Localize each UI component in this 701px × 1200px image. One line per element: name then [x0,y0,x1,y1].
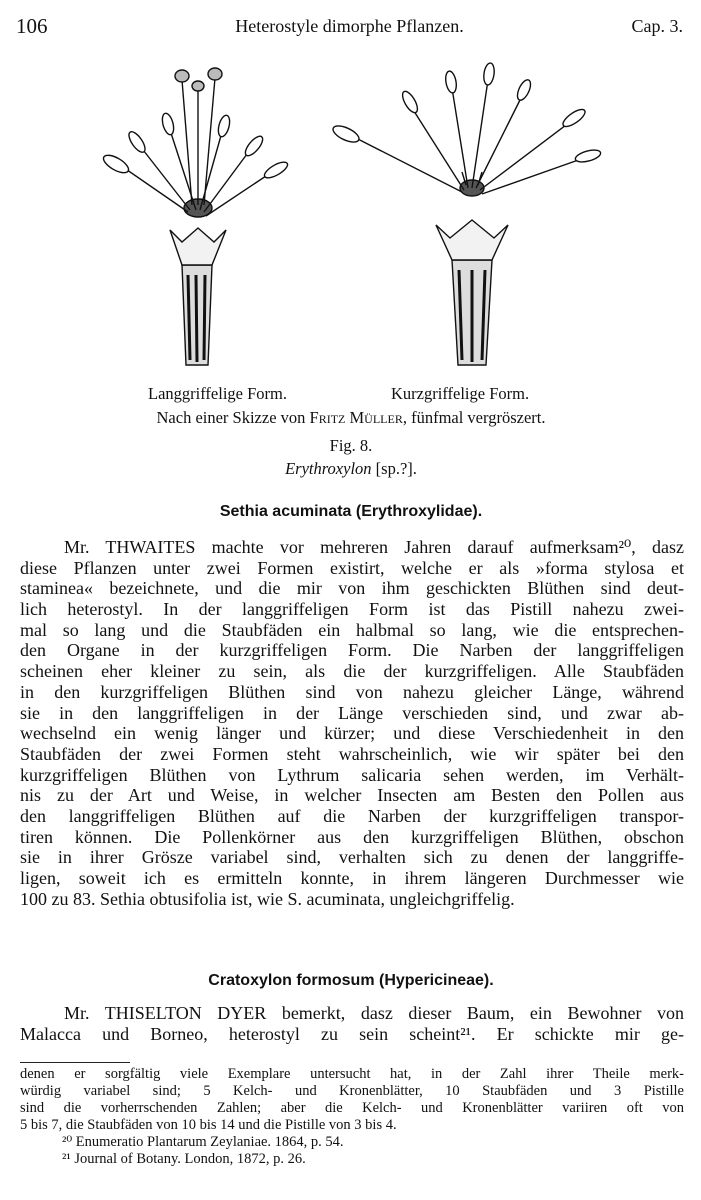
text-line: nis zu der Art und Weise, in welcher Insecten am Besten den Pollen aus [20,785,684,806]
text-line: 100 zu 83. Sethia obtusifolia ist, wie S. acuminata, ungleichgriffelig. [20,888,515,909]
footnote-20: ²⁰ Enumeratio Plantarum Zeylaniae. 1864, p. 54. [62,1134,344,1150]
text-line: kurzgriffeligen Blüthen von Lythrum salicaria sehen werden, im Verhält- [20,764,684,785]
label-short-styled: Kurzgriffelige Form. [391,384,530,403]
section-title-sethia: Sethia acuminata (Erythroxylidae). [219,503,483,520]
running-header [16,14,683,40]
footnote-21: ²¹ Journal of Botany. London, 1872, p. 26. [62,1151,306,1167]
section-title-cratoxylon: Cratoxylon formosum (Hypericineae). [208,972,494,989]
text-line: Mr. THWAITES machte vor mehreren Jahren darauf aufmerksam²⁰, dasz [64,537,684,557]
text-line: scheinen eher kleiner zu sein, als die der kurzgriffeligen. Alle Staubfäden [20,661,684,682]
footnote-line: sind die vorherrschenden Zahlen; aber die Kelch- und Kronenblätter variiren oft von [20,1100,684,1116]
source-author: Fritz Müller [309,408,403,427]
text-line: ligen, soweit ich es ermitteln konnte, in ihrem längeren Durchmesser wie [20,868,684,888]
text-line: staminea« bezeichnete, und die mir von ihm geschickten Blüthen sind deut- [20,578,684,599]
page-number: 106 [16,14,48,38]
text-line: sie in ihrer Grösze variabel sind, verhalten sich zu denen der langgriffe- [20,847,684,868]
text-line: lich heterostyl. In der langgriffeligen Form ist das Pistill nahezu zwei- [20,599,684,620]
text-line: sie in den langgriffeligen in der Länge verschieden sind, und zwar ab- [20,702,684,723]
short-styled-flower [331,62,602,365]
figure-source: Nach einer Skizze von Fritz Müller, fünfmal vergröszert. [156,408,546,427]
chapter-label: Cap. 3. [631,16,683,36]
label-long-styled: Langgriffelige Form. [148,384,287,403]
paragraph-cratoxylon [20,1003,684,1044]
text-line: mal so lang und die Staubfäden ein halbmal so lang, wie die entsprechen- [20,619,684,640]
text-line: Staubfäden der zwei Formen steht wahrscheinlich, wie wir später bei den [20,743,684,764]
text-line: den Organe in der kurzgriffeligen Form. Die Narben der langgriffeligen [20,640,684,661]
footnote-line: würdig variabel sind; 5 Kelch- und Kronenblätter, 10 Staubfäden und 3 Pistille [20,1083,684,1099]
figure-form-labels [16,384,686,404]
text-line: tiren können. Die Pollenkörner aus den kurzgriffeligen Blüthen, obschon [20,826,684,847]
long-styled-flower [101,68,290,365]
text-line: Mr. THISELTON DYER bemerkt, dasz dieser Baum, ein Bewohner von [64,1003,684,1023]
text-line: in den kurzgriffeligen Blüthen sind von nahezu gleicher Länge, während [20,681,684,702]
flower-figure [0,60,701,380]
figure-species: Erythroxylon [sp.?]. [285,459,417,478]
footnotes [20,1066,684,1168]
footnote-line: denen er sorgfältig viele Exemplare untersucht hat, in der Zahl ihrer Theile merk- [20,1066,684,1082]
flower-illustration [0,60,701,380]
figure-number: Fig. 8. [329,436,373,455]
text-line: den langgriffeligen Blüthen auf die Narben der kurzgriffeligen transpor- [20,805,684,826]
footnote-divider [20,1062,130,1063]
paragraph-sethia [20,537,684,909]
running-title: Heterostyle dimorphe Pflanzen. [235,16,464,36]
text-line: Malacca und Borneo, heterostyl zu sein scheint²¹. Er schickte mir ge- [20,1023,684,1044]
footnote-line: 5 bis 7, die Staubfäden von 10 bis 14 und die Pistille von 3 bis 4. [20,1117,397,1133]
text-line: diese Pflanzen unter zwei Formen existirt, welche er als »forma stylosa et [20,557,684,578]
text-line: wechselnd ein wenig länger und kürzer; und diese Verschiedenheit in den [20,723,684,744]
